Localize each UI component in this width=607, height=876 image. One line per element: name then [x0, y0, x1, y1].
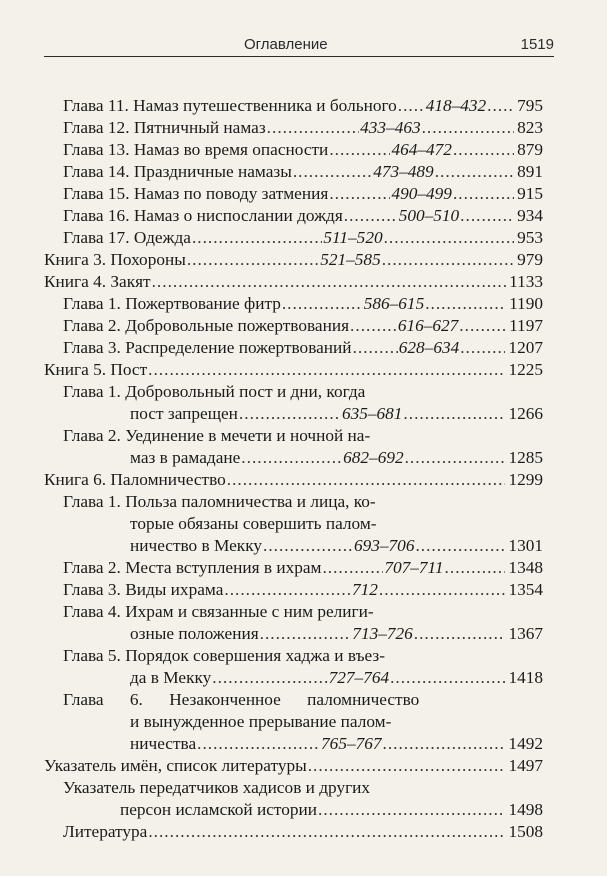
toc-entry[interactable]: [0, 689, 607, 711]
leader-dots: [241, 447, 342, 469]
toc-entry-range: 713–726: [352, 624, 413, 643]
toc-entry-label: Глава 11. Намаз путешественника и больного: [63, 96, 397, 115]
toc-entry[interactable]: [0, 425, 607, 447]
toc-entry-label: Книга 5. Пост: [44, 360, 148, 379]
toc-entry-label: Указатель передатчиков хадисов и других: [63, 778, 371, 797]
leader-dots: [453, 183, 514, 205]
leader-dots: [212, 667, 327, 689]
leader-dots: [487, 95, 514, 117]
toc-entry-range: 473–489: [373, 162, 434, 181]
toc-entry-label: Глава 1. Пожертвование фитр: [63, 294, 281, 313]
toc-entry-label: Глава 15. Намаз по поводу затмения: [63, 184, 329, 203]
leader-dots: [260, 623, 352, 645]
toc-entry-range: 511–520: [323, 228, 383, 247]
leader-dots: [445, 557, 506, 579]
toc-entry-page: 1348: [508, 558, 543, 577]
toc-entry-label-cont: персон исламской истории: [120, 800, 318, 819]
toc-entry-page: 1207: [508, 338, 543, 357]
toc-entry[interactable]: [0, 227, 607, 249]
toc-entry-page: 1367: [508, 624, 543, 643]
toc-entry-book[interactable]: [0, 271, 607, 293]
toc-entry-continuation: [0, 513, 607, 535]
header-page-number: 1519: [520, 36, 554, 53]
toc-entry-book[interactable]: [0, 359, 607, 381]
toc-entry-label: Глава 2. Уединение в мечети и ночной на-: [63, 426, 371, 445]
toc-entry-page: 1418: [508, 668, 543, 687]
toc-entry-label: Глава 14. Праздничные намазы: [63, 162, 292, 181]
leader-dots: [403, 403, 505, 425]
leader-dots: [460, 337, 505, 359]
leader-dots: [148, 821, 505, 843]
toc-entry-page: 891: [517, 162, 543, 181]
toc-entry-label-cont: да в Мекку: [130, 668, 212, 687]
leader-dots: [398, 95, 425, 117]
toc-entry-label-cont: озные положения: [130, 624, 259, 643]
leader-dots: [197, 733, 320, 755]
toc-entry-label: Глава 4. Ихрам и связанные с ним религи-: [63, 602, 374, 621]
toc-entry-page: 1498: [508, 800, 543, 819]
toc-entry[interactable]: [0, 139, 607, 161]
leader-dots: [329, 139, 390, 161]
toc-entry[interactable]: [0, 645, 607, 667]
toc-entry-page: 1492: [508, 734, 543, 753]
toc-entry-page: 1497: [508, 756, 543, 775]
toc-entry[interactable]: [0, 381, 607, 403]
toc-entry-range: 635–681: [341, 404, 403, 423]
toc-entry-range: 433–463: [360, 118, 421, 137]
leader-dots: [405, 447, 506, 469]
leader-dots: [344, 205, 398, 227]
toc-entry-label: Литература: [63, 822, 148, 841]
leader-dots: [152, 271, 506, 293]
toc-entry-label: Глава 5. Порядок совершения хаджа и въез-: [63, 646, 385, 665]
toc-entry-range: 586–615: [363, 294, 425, 313]
leader-dots: [350, 315, 397, 337]
toc-entry-label: Глава 12. Пятничный намаз: [63, 118, 266, 137]
toc-entry-page: 823: [517, 118, 543, 137]
leader-dots: [453, 139, 514, 161]
toc-entry-range: 682–692: [343, 448, 404, 467]
leader-dots: [390, 667, 505, 689]
toc-entry-range: 707–711: [384, 558, 444, 577]
toc-entry[interactable]: [0, 557, 607, 579]
leader-dots: [148, 359, 505, 381]
leader-dots: [227, 469, 506, 491]
toc-entry[interactable]: [0, 601, 607, 623]
toc-entry-label-cont: и вынужденное прерывание палом-: [130, 712, 392, 731]
toc-entry-continuation: [0, 667, 607, 689]
toc-entry-continuation: [0, 447, 607, 469]
toc-entry-continuation: [0, 711, 607, 733]
toc-entry-label-cont: ничества: [130, 734, 197, 753]
leader-dots: [383, 733, 506, 755]
toc-entry-label: Глава 2. Места вступления в ихрам: [63, 558, 322, 577]
toc-entry-label: Указатель имён, список литературы: [44, 756, 307, 775]
toc-entry-range: 418–432: [425, 96, 487, 115]
toc-entry[interactable]: [0, 205, 607, 227]
toc-entry[interactable]: [0, 293, 607, 315]
toc-entry[interactable]: [0, 161, 607, 183]
toc-entry-label: Глава 1. Польза паломничества и лица, ко-: [63, 492, 376, 511]
leader-dots: [415, 535, 505, 557]
toc-entry-page: 1197: [509, 316, 543, 335]
toc-entry-book[interactable]: [0, 249, 607, 271]
toc-entry-page: 953: [517, 228, 543, 247]
toc-entry[interactable]: [0, 315, 607, 337]
toc-entry-label: Глава 1. Добровольный пост и дни, когда: [63, 382, 366, 401]
leader-dots: [435, 161, 514, 183]
leader-dots: [308, 755, 506, 777]
toc-entry-continuation: [0, 733, 607, 755]
leader-dots: [382, 249, 514, 271]
toc-entry-range: 712: [351, 580, 378, 599]
leader-dots: [224, 579, 351, 601]
toc-entry[interactable]: [0, 579, 607, 601]
toc-entry[interactable]: [0, 337, 607, 359]
leader-dots: [318, 799, 505, 821]
toc-entry-page: 1225: [508, 360, 543, 379]
toc-entry-book[interactable]: [0, 469, 607, 491]
header-title: Оглавление: [244, 36, 328, 53]
toc-entry-label-cont: маз в рамадане: [130, 448, 241, 467]
toc-entry-page: 1301: [508, 536, 543, 555]
toc-entry-range: 693–706: [353, 536, 415, 555]
toc-entry[interactable]: [0, 95, 607, 117]
toc-entry-page: 1190: [509, 294, 543, 313]
toc-entry-continuation: [0, 799, 607, 821]
toc-entry-range: 765–767: [321, 734, 382, 753]
toc-entry-label-cont: пост запрещен: [130, 404, 238, 423]
leader-dots: [329, 183, 390, 205]
toc-entry-page: 879: [517, 140, 543, 159]
toc-entry-label: Глава 16. Намаз о ниспослании дождя: [63, 206, 343, 225]
toc-entry-page: 915: [517, 184, 543, 203]
toc-entry-label: Глава 17. Одежда: [63, 228, 191, 247]
leader-dots: [239, 403, 341, 425]
toc-entry-continuation: [0, 403, 607, 425]
leader-dots: [282, 293, 363, 315]
toc-entry-page: 979: [517, 250, 543, 269]
toc-entry-continuation: [0, 535, 607, 557]
toc-entry-label: Глава 13. Намаз во время опасности: [63, 140, 329, 159]
leader-dots: [293, 161, 372, 183]
toc-entry-page: 1285: [508, 448, 543, 467]
leader-dots: [263, 535, 353, 557]
leader-dots: [379, 579, 506, 601]
toc-entry-continuation: [0, 623, 607, 645]
toc-entry-label: Глава 3. Виды ихрама: [63, 580, 224, 599]
toc-entry-label: Глава 2. Добровольные пожертвования: [63, 316, 350, 335]
leader-dots: [422, 117, 514, 139]
toc-entry-page: 1299: [508, 470, 543, 489]
leader-dots: [425, 293, 506, 315]
toc-entry[interactable]: [0, 777, 607, 799]
leader-dots: [353, 337, 398, 359]
toc-entry[interactable]: [0, 491, 607, 513]
toc-entry-book[interactable]: [0, 755, 607, 777]
toc-entry-page: 1508: [508, 822, 543, 841]
leader-dots: [187, 249, 319, 271]
toc-entry-range: 500–510: [398, 206, 460, 225]
leader-dots: [460, 205, 514, 227]
toc-entry-range: 616–627: [397, 316, 459, 335]
toc-entry-label: Глава 3. Распределение пожертвований: [63, 338, 352, 357]
toc-entry-range: 628–634: [398, 338, 460, 357]
toc-entry-label: Книга 6. Паломничество: [44, 470, 226, 489]
toc-entry[interactable]: [0, 821, 607, 843]
toc-entry-label-cont: торые обязаны совершить палом-: [130, 514, 377, 533]
toc-entry-page: 795: [517, 96, 543, 115]
toc-entry-page: 1354: [508, 580, 544, 599]
toc-entry-label: Книга 3. Похороны: [44, 250, 186, 269]
toc-entry-range: 464–472: [391, 140, 452, 159]
leader-dots: [384, 227, 514, 249]
toc-entry-range: 521–585: [320, 250, 381, 269]
leader-dots: [192, 227, 322, 249]
leader-dots: [459, 315, 506, 337]
toc-entry-label-cont: ничество в Мекку: [130, 536, 262, 555]
toc-entry-page: 1266: [508, 404, 543, 423]
toc-entry-range: 490–499: [391, 184, 452, 203]
toc-entry-page: 1133: [509, 272, 543, 291]
toc-entry-page: 934: [517, 206, 543, 225]
leader-dots: [267, 117, 359, 139]
toc-entry-label: Книга 4. Закят: [44, 272, 151, 291]
toc-entry-label: Глава 6. Незаконченное паломничество: [63, 690, 420, 709]
running-header: [44, 36, 554, 57]
leader-dots: [414, 623, 506, 645]
toc-entry-range: 727–764: [328, 668, 390, 687]
leader-dots: [322, 557, 383, 579]
toc-entry[interactable]: [0, 117, 607, 139]
toc-entry[interactable]: [0, 183, 607, 205]
